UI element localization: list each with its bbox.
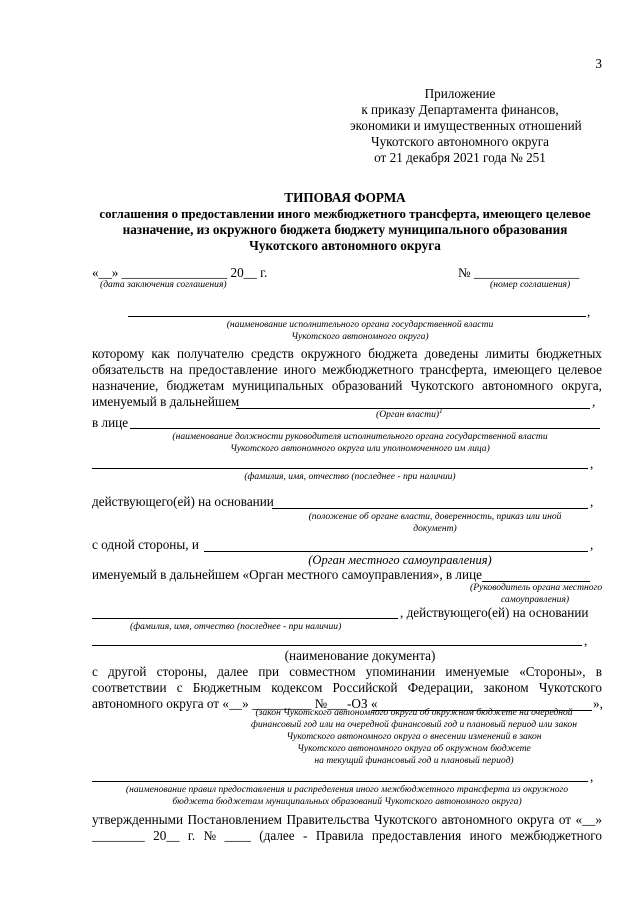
law-caption-2: финансовый год или на очередной финансовый год и плановый период или закон	[251, 719, 577, 730]
acting-basis-label: действующего(ей) на основании	[92, 494, 274, 509]
basis-field[interactable]	[272, 508, 588, 509]
basis-caption-1: (положение об органе власти, доверенность, приказ или иной	[308, 511, 562, 522]
fio-caption-2: (фамилия, имя, отчество (последнее - при наличии)	[130, 621, 342, 632]
fio-caption: (фамилия, имя, отчество (последнее - при наличии)	[244, 471, 456, 482]
appendix-line-4: Чукотского автономного округа	[371, 134, 549, 149]
local-gov-caption: (Орган местного самоуправления)	[308, 553, 492, 567]
subtitle-line-3: Чукотского автономного округа	[249, 238, 441, 253]
head-caption-2: самоуправления)	[500, 594, 570, 605]
appendix-line-5: от 21 декабря 2021 года № 251	[374, 150, 546, 165]
law-caption-4: Чукотского автономного округа об окружном бюджете	[297, 743, 531, 754]
law-caption-5: на текущий финансовый год и плановый период)	[314, 755, 514, 766]
basis-caption-2: документ)	[413, 523, 457, 534]
fio-field[interactable]	[92, 468, 588, 469]
acting-basis-label-2: , действующего(ей) на основании	[400, 605, 589, 620]
appendix-line-3: экономики и имущественных отношений	[350, 118, 582, 133]
para3-line-2: ________ 20__ г. № ____ (далее - Правила предоставления иного межбюджетного	[92, 828, 602, 843]
authority-name-field[interactable]	[128, 316, 586, 317]
page-number: 3	[595, 56, 602, 71]
agreement-date-field[interactable]: «__» ________________ 20__ г.	[92, 265, 268, 280]
position-caption-1: (наименование должности руководителя исполнительного органа государственной власти	[172, 431, 548, 442]
authority-caption-2: Чукотского автономного округа)	[291, 331, 429, 342]
v-litse-label: в лице	[92, 415, 129, 430]
law-caption-3: Чукотского автономного округа о внесении изменений в закон	[286, 731, 542, 742]
date-caption: (дата заключения соглашения)	[100, 279, 227, 290]
para1-line-3: назначение, бюджетам муниципальных образований Чукотского автономного округа,	[92, 378, 602, 393]
appendix-line-2: к приказу Департамента финансов,	[361, 102, 559, 117]
footnote-mark: 1	[439, 407, 443, 415]
appendix-line-1: Приложение	[424, 86, 496, 101]
position-field[interactable]	[130, 428, 600, 429]
doc-caption: (наименование документа)	[284, 648, 436, 663]
para2-line-1: с другой стороны, далее при совместном упоминании именуемые «Стороны», в	[92, 664, 602, 679]
head-fio-field[interactable]	[92, 618, 398, 619]
rules-caption-2: бюджета бюджетам муниципальных образований Чукотского автономного округа)	[172, 796, 522, 807]
para3-line-1: утвержденными Постановлением Правительства Чукотского автономного округа от «__»	[92, 812, 602, 827]
para2-line-3: автономного округа от «__» _________ №___-ОЗ «	[92, 696, 378, 711]
number-caption: (номер соглашения)	[490, 279, 571, 290]
rules-field[interactable]	[92, 781, 588, 782]
organ-vlasti-caption: (Орган власти)$^1$	[376, 407, 443, 421]
position-caption-2: Чукотского автономного округа или уполномоченного им лица)	[230, 443, 490, 454]
rules-caption-1: (наименование правил предоставления и распределения иного межбюджетного трансферта из окружного	[125, 784, 569, 795]
subtitle-line-1: соглашения о предоставлении иного межбюджетного трансферта, имеющего целевое	[99, 207, 591, 221]
para2-line-2: соответствии с Бюджетным кодексом Российской Федерации, законом Чукотского	[92, 680, 602, 695]
page-title: ТИПОВАЯ ФОРМА	[284, 190, 406, 205]
named-label: именуемый в дальнейшем	[92, 394, 240, 409]
subtitle-line-2: назначение, из окружного бюджета бюджету муниципального образования	[122, 222, 568, 237]
para1-line-1: которому как получателю средств окружного бюджета доведены лимиты бюджетных	[92, 346, 602, 361]
law-caption-1: (закон Чукотского автономного округа об окружном бюджете на очередной	[255, 707, 573, 718]
agreement-number-field[interactable]: № ________________	[458, 265, 580, 280]
authority-caption-1: (наименование исполнительного органа государственной власти	[226, 319, 494, 330]
doc-field[interactable]	[92, 645, 582, 646]
one-side-label: с одной стороны, и	[92, 537, 199, 552]
head-caption-1: (Руководитель органа местного	[470, 582, 603, 593]
named-local-label: именуемый в дальнейшем «Орган местного самоуправления», в лице	[92, 567, 482, 582]
para1-line-2: обязательств на предоставление иного межбюджетного трансферта, имеющего целевое	[92, 362, 602, 377]
